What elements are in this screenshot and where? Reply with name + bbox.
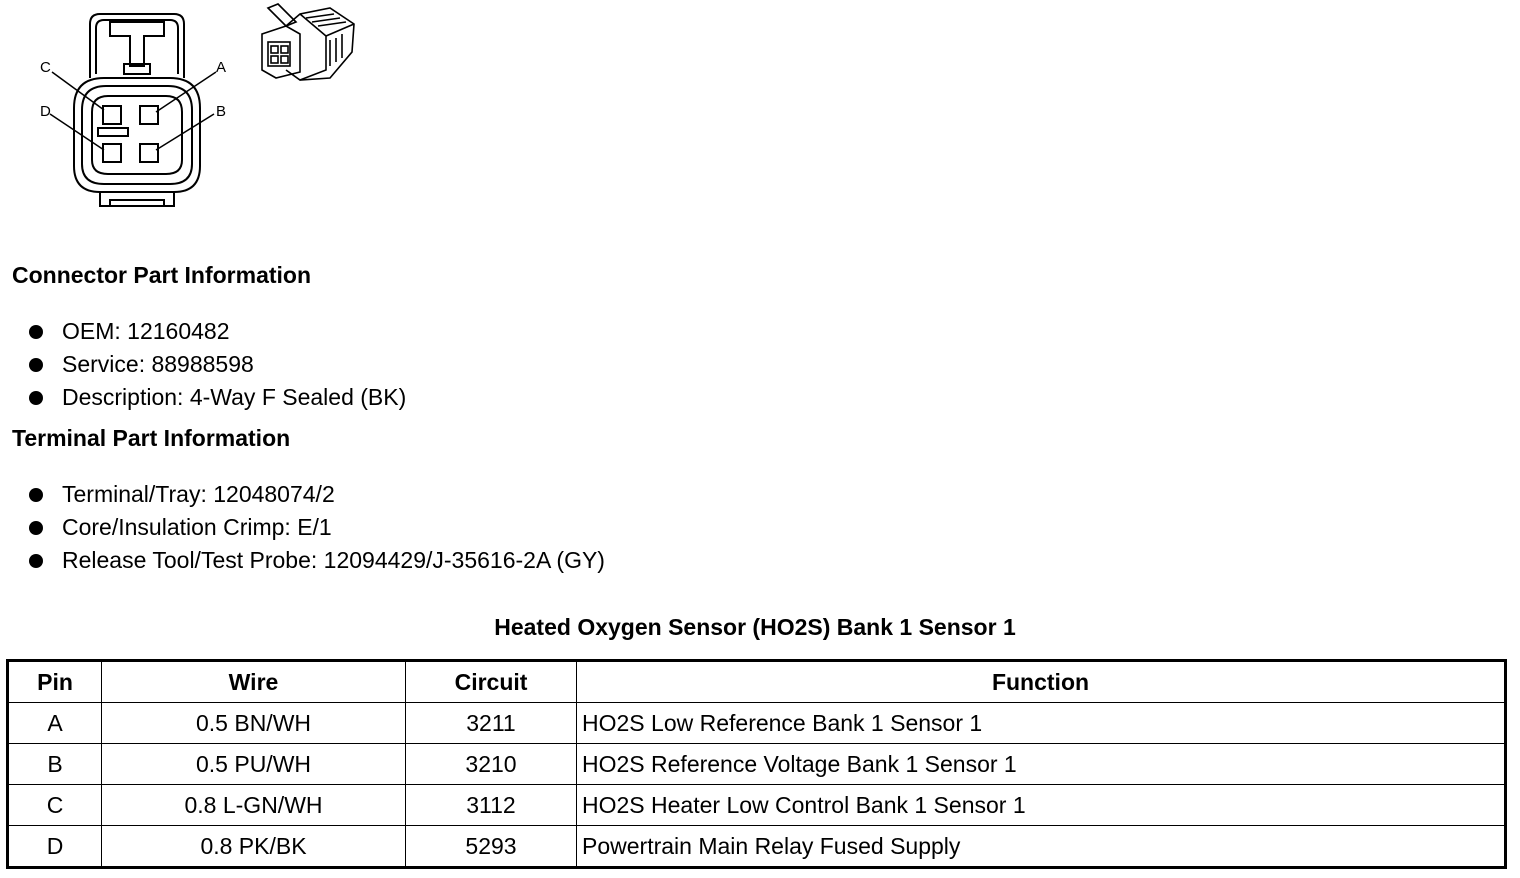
cell-circuit: 3112 (406, 785, 577, 826)
list-item: Service: 88988598 (0, 348, 406, 381)
header-wire: Wire (102, 661, 406, 703)
bullet-icon (29, 488, 43, 502)
bullet-icon (29, 521, 43, 535)
list-item: OEM: 12160482 (0, 315, 406, 348)
connector-diagram (0, 0, 370, 220)
header-pin: Pin (8, 661, 102, 703)
connector-face-view (50, 14, 216, 206)
cell-wire: 0.8 PK/BK (102, 826, 406, 868)
cavity-a (140, 106, 158, 124)
cell-function: HO2S Heater Low Control Bank 1 Sensor 1 (577, 785, 1506, 826)
terminal-part-info-heading: Terminal Part Information (12, 425, 291, 451)
pin-label-c: C (40, 59, 51, 76)
pin-label-a: A (216, 59, 227, 76)
list-item: Release Tool/Test Probe: 12094429/J-35616-2A (GY) (0, 544, 605, 577)
cell-function: Powertrain Main Relay Fused Supply (577, 826, 1506, 868)
bullet-icon (29, 325, 43, 339)
cell-function: HO2S Low Reference Bank 1 Sensor 1 (577, 703, 1506, 744)
cell-pin: B (8, 744, 102, 785)
list-item: Core/Insulation Crimp: E/1 (0, 511, 605, 544)
pin-label-b: B (216, 103, 227, 120)
header-circuit: Circuit (406, 661, 577, 703)
list-item: Description: 4-Way F Sealed (BK) (0, 381, 406, 414)
cell-pin: A (8, 703, 102, 744)
cell-wire: 0.8 L-GN/WH (102, 785, 406, 826)
cell-pin: D (8, 826, 102, 868)
table-row (8, 744, 1506, 785)
bullet-icon (29, 358, 43, 372)
cell-wire: 0.5 PU/WH (102, 744, 406, 785)
table-row (8, 785, 1506, 826)
connector-part-info-heading: Connector Part Information (12, 262, 312, 288)
connector-part-info-list (0, 315, 406, 414)
terminal-part-info-list (0, 478, 605, 577)
cell-pin: C (8, 785, 102, 826)
cell-circuit: 3211 (406, 703, 577, 744)
table-title: Heated Oxygen Sensor (HO2S) Bank 1 Sensor 1 (494, 614, 1016, 640)
bullet-icon (29, 554, 43, 568)
cell-function: HO2S Reference Voltage Bank 1 Sensor 1 (577, 744, 1506, 785)
pin-label-d: D (40, 103, 51, 120)
bullet-icon (29, 391, 43, 405)
cavity-c (103, 106, 121, 124)
pinout-table (6, 659, 1507, 869)
table-row (8, 703, 1506, 744)
cavity-d (103, 144, 121, 162)
table-row (8, 826, 1506, 868)
connector-iso-view (262, 4, 354, 80)
table-header-row (8, 661, 1506, 703)
cavity-b (140, 144, 158, 162)
cell-circuit: 5293 (406, 826, 577, 868)
list-item: Terminal/Tray: 12048074/2 (0, 478, 605, 511)
cell-circuit: 3210 (406, 744, 577, 785)
cell-wire: 0.5 BN/WH (102, 703, 406, 744)
header-function: Function (577, 661, 1506, 703)
